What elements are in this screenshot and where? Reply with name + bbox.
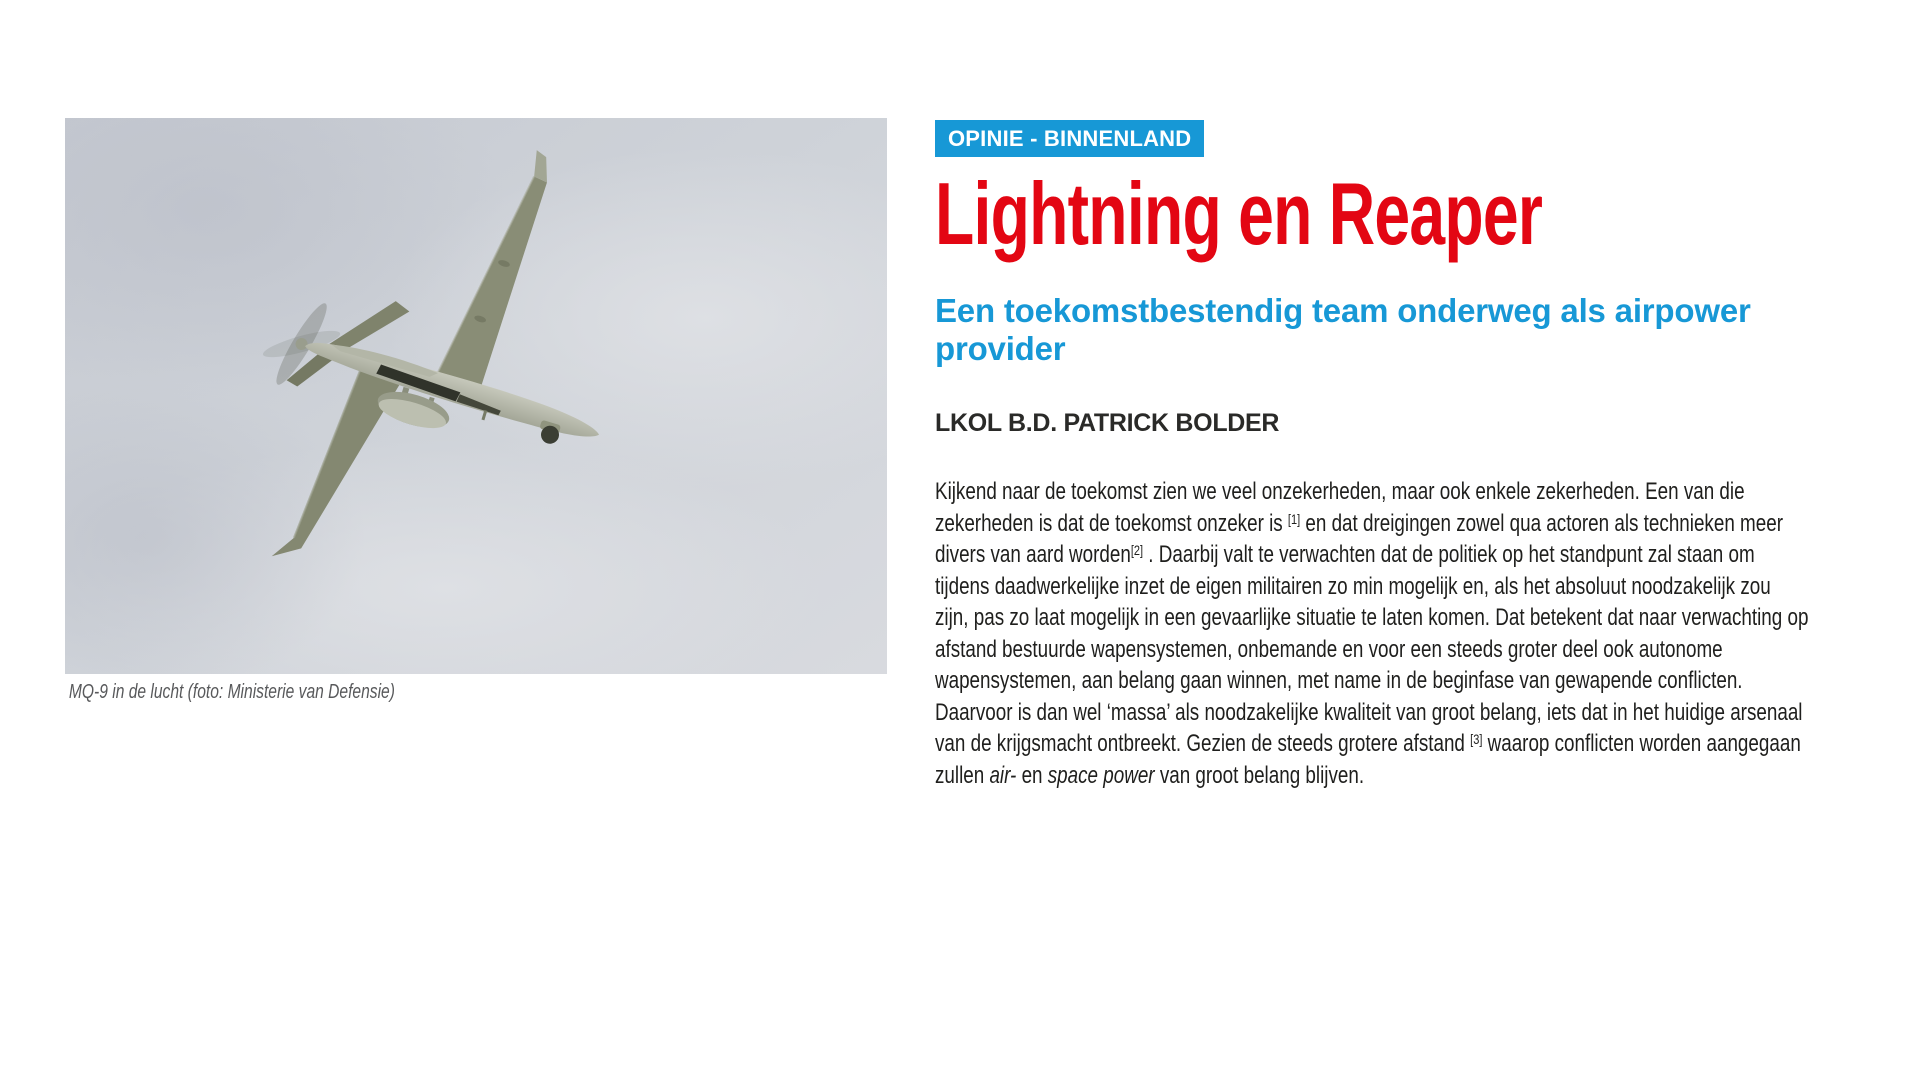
body-text: van groot belang blijven. bbox=[1154, 761, 1365, 789]
article-photo-figure bbox=[65, 118, 887, 704]
author-byline: LKOL B.D. PATRICK BOLDER bbox=[935, 409, 1280, 437]
article-body bbox=[935, 476, 1890, 791]
category-badge[interactable]: OPINIE - BINNENLAND bbox=[935, 120, 1204, 157]
article-subtitle bbox=[935, 292, 1751, 368]
body-text: . Daarbij valt te verwachten dat de politiek op het standpunt zal staan om bbox=[1143, 541, 1755, 568]
body-text: waarop conflicten worden aangegaan bbox=[1482, 730, 1801, 757]
body-line bbox=[935, 571, 1771, 603]
body-text: Daarvoor is dan wel ‘massa’ als noodzakelijke kwaliteit van groot belang, iets dat in het huidige arsenaal bbox=[935, 698, 1803, 726]
body-text: tijdens daadwerkelijke inzet de eigen militairen zo min mogelijk en, als het absoluut noodzakelijk zou bbox=[935, 572, 1771, 600]
body-line bbox=[935, 476, 1745, 508]
body-text: en dat dreigingen zowel qua actoren als technieken meer bbox=[1300, 509, 1783, 537]
body-line bbox=[935, 539, 1755, 571]
body-text: Kijkend naar de toekomst zien we veel onzekerheden, maar ook enkele zekerheden. Een van die bbox=[935, 478, 1745, 505]
body-line bbox=[935, 697, 1803, 729]
emphasized-text: space power bbox=[1047, 761, 1155, 789]
body-line bbox=[935, 665, 1743, 697]
footnote-ref[interactable]: [1] bbox=[1287, 510, 1301, 527]
article-title: Lightning en Reaper bbox=[935, 164, 1543, 263]
footnote-ref[interactable]: [3] bbox=[1470, 731, 1483, 747]
body-line bbox=[935, 760, 1685, 792]
body-text: zullen bbox=[935, 761, 990, 789]
subtitle-line: provider bbox=[935, 330, 1066, 367]
body-text: en bbox=[1016, 761, 1048, 789]
body-text: zekerheden is dat de toekomst onzeker is bbox=[935, 509, 1288, 537]
body-text: wapensystemen, aan belang gaan winnen, met name in de beginfase van gewapende conflicten. bbox=[935, 667, 1743, 694]
body-text: afstand bestuurde wapensystemen, onbemande en voor een steeds groter deel ook autonome bbox=[935, 635, 1723, 663]
body-line bbox=[935, 728, 1801, 760]
body-text: divers van aard worden bbox=[935, 541, 1131, 568]
body-line bbox=[935, 634, 1723, 666]
emphasized-text: air- bbox=[989, 761, 1017, 789]
body-text: van de krijgsmacht ontbreekt. Gezien de steeds grotere afstand bbox=[935, 730, 1471, 757]
article-photo bbox=[65, 118, 887, 674]
subtitle-line: Een toekomstbestendig team onderweg als airpower bbox=[935, 292, 1751, 329]
body-line bbox=[935, 602, 1809, 634]
body-line bbox=[935, 508, 1783, 540]
footnote-ref[interactable]: [2] bbox=[1130, 542, 1144, 558]
mq9-drone-illustration bbox=[65, 118, 887, 674]
body-text: zijn, pas zo laat mogelijk in een gevaarlijke situatie te laten komen. Dat betekent dat naar verwachting op bbox=[935, 604, 1809, 631]
photo-caption: MQ-9 in de lucht (foto: Ministerie van Defensie) bbox=[68, 681, 395, 703]
